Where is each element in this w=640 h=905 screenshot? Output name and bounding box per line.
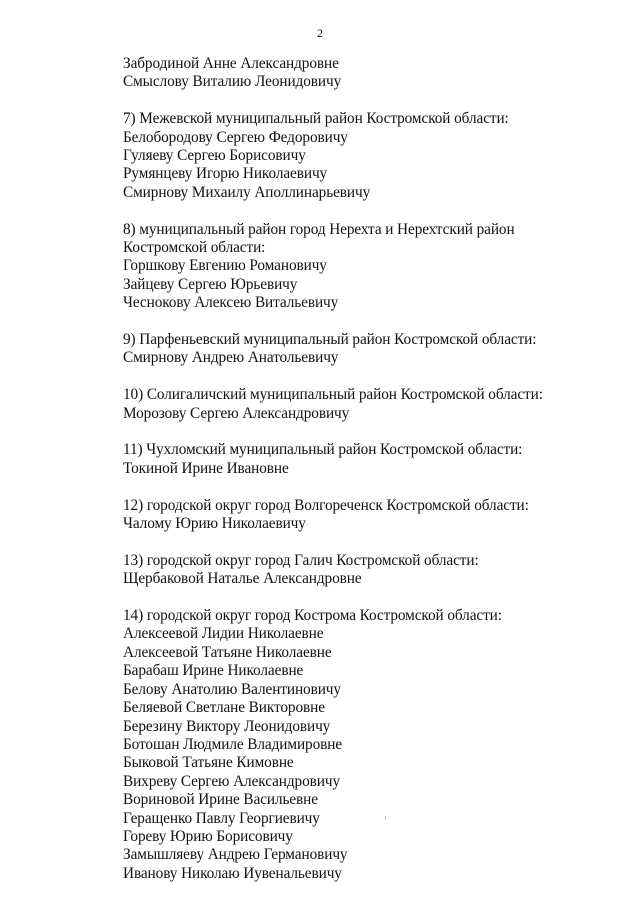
text-line: Барабаш Ирине Николаевне — [123, 662, 304, 680]
paragraph-gap — [123, 92, 623, 110]
text-line: Румянцеву Игорю Николаевичу — [123, 165, 328, 183]
text-line: Смирнову Андрею Анатольевичу — [123, 349, 339, 367]
text-line: Алексеевой Татьяне Николаевне — [123, 643, 332, 661]
text-line: Иванову Николаю Иувенальевичу — [123, 864, 342, 882]
section-heading: 8) муниципальный район город Нерехта и Нерехтский район — [123, 220, 515, 238]
scan-speck — [385, 817, 386, 819]
text-line: Щербаковой Наталье Александровне — [123, 570, 362, 588]
text-line: Быковой Татьяне Кимовне — [123, 754, 294, 772]
section-heading: 13) городской округ город Галич Костромской области: — [123, 551, 479, 569]
text-line: Морозову Сергею Александровичу — [123, 404, 350, 422]
text-line: Гореву Юрию Борисовичу — [123, 827, 293, 845]
text-line: Березину Виктору Леонидовичу — [123, 717, 331, 735]
text-line: Вориновой Ирине Васильевне — [123, 791, 318, 809]
text-line: Беляевой Светлане Викторовне — [123, 699, 325, 717]
text-line: Геращенко Павлу Георгиевичу — [123, 809, 320, 827]
text-line: Горшкову Евгению Романовичу — [123, 257, 327, 275]
section-heading: 11) Чухломский муниципальный район Костромской области: — [123, 441, 523, 459]
text-line: Чалому Юрию Николаевичу — [123, 515, 306, 533]
text-line: Белобородову Сергею Федоровичу — [123, 128, 348, 146]
text-line: Чеснокову Алексею Витальевичу — [123, 294, 339, 312]
section-heading: 10) Солигаличский муниципальный район Костромской области: — [123, 386, 543, 404]
text-line: Зайцеву Сергею Юрьевичу — [123, 275, 298, 293]
text-line: Алексеевой Лидии Николаевне — [123, 625, 324, 643]
text-line: Белову Анатолию Валентиновичу — [123, 680, 341, 698]
text-line: Вихреву Сергею Александровичу — [123, 772, 340, 790]
section-heading: 14) городской округ город Кострома Костромской области: — [123, 607, 502, 625]
text-line: Забродиной Анне Александровне — [123, 55, 339, 72]
paragraph-gap — [123, 478, 623, 496]
section-heading: 7) Межевской муниципальный район Костромской области: — [123, 110, 509, 128]
paragraph-gap — [123, 423, 623, 441]
paragraph-gap — [123, 589, 623, 607]
document-body — [123, 55, 623, 883]
text-line: Смирнову Михаилу Аполлинарьевичу — [123, 183, 371, 201]
text-line: Костромской области: — [123, 239, 266, 257]
paragraph-gap — [123, 313, 623, 331]
paragraph-gap — [123, 368, 623, 386]
section-heading: 9) Парфеньевский муниципальный район Костромской области: — [123, 331, 537, 349]
paragraph-gap — [123, 533, 623, 551]
text-line: Ботошан Людмиле Владимировне — [123, 735, 343, 753]
text-line: Токиной Ирине Ивановне — [123, 459, 289, 477]
paragraph-gap — [123, 202, 623, 220]
text-line: Смыслову Виталию Леонидовичу — [123, 73, 342, 91]
page-number: 2 — [317, 26, 323, 40]
section-heading: 12) городской округ город Волгореченск Костромской области: — [123, 496, 529, 514]
text-line: Гуляеву Сергею Борисовичу — [123, 147, 306, 165]
text-line: Замышляеву Андрею Германовичу — [123, 846, 348, 864]
